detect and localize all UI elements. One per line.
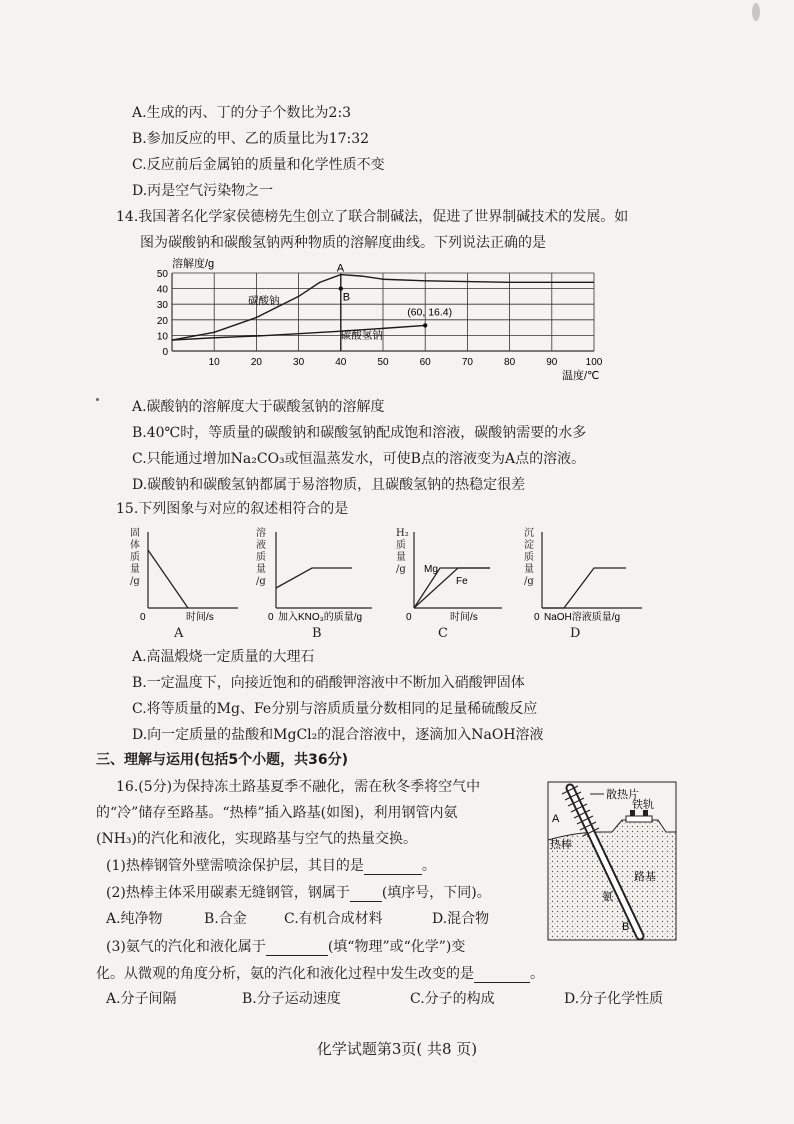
q16-part2-opt-c: C.有机合成材料 [284,911,383,927]
graph-b-letter: B [312,626,322,641]
q16-part2-opt-a: A.纯净物 [106,911,163,927]
graph-c-ylabel-4: /g [396,564,406,575]
x-tick-label: 90 [546,357,558,368]
answer-blank[interactable] [266,937,328,956]
q16-part2-opt-d: D.混合物 [432,911,490,927]
chart-x-axis-label: 温度/℃ [562,370,600,382]
q14-option-d: D.碳酸钠和碳酸氢钠都属于易溶物质，且碳酸氢钠的热稳定很差 [132,477,526,493]
section-heading: 三、理解与运用(包括5个小题，共36分) [96,752,349,768]
graph-b-ylabel-1: 溶 [256,528,266,539]
graph-c-ylabel-3: 量 [396,552,406,563]
y-tick-label: 10 [156,331,168,343]
graph-a-ylabel-4: 量 [130,564,140,575]
q13-option-c: C.反应前后金属铂的质量和化学性质不变 [132,157,385,173]
q16-part3-end: 。 [530,966,544,982]
graph-b-ylabel-3: 质 [256,552,266,563]
graph-b-ylabel-5: /g [256,576,266,587]
q16-part2 [106,883,491,902]
y-tick-label: 0 [162,347,168,358]
q16-part2-text: (2)热棒主体采用碳素无缝钢管，钢属于 [106,885,350,901]
graph-c-ylabel-2: 质 [396,540,406,551]
q15-graph-c [392,528,512,644]
q16-part3-cont-text: 化。从微观的角度分析，氨的汽化和液化过程中发生改变的是 [96,966,474,982]
graph-d-ylabel-5: /g [524,576,534,587]
graph-d-letter: D [570,626,581,641]
graph-a-xlabel: 时间/s [186,612,214,623]
page-footer: 化学试题第3页( 共8 页) [316,1040,478,1058]
graph-a-ylabel-2: 体 [130,540,140,551]
q15-option-c: C.将等质量的Mg、Fe分别与溶质质量分数相同的足量稀硫酸反应 [132,701,538,717]
graph-c-ylabel-1: H₂ [396,528,409,539]
q16-stem-line2: 的“冷”储存至路基。“热棒”插入路基(如图)，利用钢管内氨 [96,805,458,821]
graph-b-origin: 0 [268,612,274,623]
x-tick-label: 20 [250,357,262,368]
x-tick-label: 80 [504,357,516,368]
figure-label-roadbed: 路基 [634,871,656,883]
rail-icon [626,810,652,822]
q16-part3-opt-c: C.分子的构成 [410,991,495,1007]
graph-d-ylabel-4: 量 [524,564,534,575]
q13-option-d: D.丙是空气污染物之一 [132,183,274,199]
figure-label-rail: 铁轨 [632,799,654,811]
figure-label-rod: 热棒 [550,839,572,851]
graph-d-origin: 0 [534,612,540,623]
q16-part3-cont [96,964,544,983]
x-tick-label: 30 [293,357,305,368]
q16-part2-end: (填序号，下同)。 [381,885,491,901]
q16-stem-line3: (NH₃)的汽化和液化，实现路基与空气的热量交换。 [96,831,417,847]
graph-d-xlabel: NaOH溶液质量/g [544,612,621,623]
graph-d-ylabel-2: 淀 [524,540,534,551]
y-tick-label: 20 [156,315,168,327]
q15-graph-d [522,528,652,644]
series-label: 碳酸氢钠 [340,329,383,342]
q16-part3-opt-b: B.分子运动速度 [242,991,341,1007]
scan-speck [752,3,760,21]
graph-c-xlabel: 时间/s [450,612,478,623]
q15-option-b: B.一定温度下，向接近饱和的硝酸钾溶液中不断加入硝酸钾固体 [132,675,525,691]
q16-stem-line1: 16.(5分)为保持冻土路基夏季不融化，需在秋冬季将空气中 [116,779,481,795]
q13-option-b: B.参加反应的甲、乙的质量比为17:32 [132,131,370,147]
x-tick-label: 40 [335,357,347,368]
q16-part3-hint: (填“物理”或“化学”)变 [327,939,466,955]
q16-part2-options [106,910,489,928]
q16-part1 [106,856,436,875]
graph-b-xlabel: 加入KNO₃的质量/g [278,612,363,623]
graph-c-series-fe: Fe [456,576,468,587]
chart-y-axis-label: 溶解度/g [172,258,215,270]
q16-part3-text: (3)氨气的汽化和液化属于 [106,939,266,955]
figure-label-b: B [622,921,630,933]
graph-b-ylabel-2: 液 [256,540,266,551]
answer-blank[interactable] [364,856,422,875]
annotation-label: A [336,262,345,275]
q14-option-b: B.40℃时，等质量的碳酸钠和碳酸氢钠配成饱和溶液，碳酸钠需要的水多 [132,425,587,441]
annotation-label: (60, 16.4) [407,306,453,319]
figure-label-ammonia: 氨 [602,891,613,903]
graph-a-letter: A [174,626,184,641]
q15-option-d: D.向一定质量的盐酸和MgCl₂的混合溶液中，逐滴加入NaOH溶液 [132,727,544,743]
answer-blank[interactable] [474,964,530,983]
annotation-point [423,323,427,327]
q13-option-a: A.生成的丙、丁的分子个数比为2:3 [132,105,352,121]
q16-part2-opt-b: B.合金 [204,911,247,927]
graph-d-ylabel-1: 沉 [524,528,534,539]
q14-option-c: C.只能通过增加Na₂CO₃或恒温蒸发水，可使B点的溶液变为A点的溶液。 [132,451,586,467]
x-tick-label: 60 [419,357,431,368]
graph-a-origin: 0 [140,612,146,623]
scan-speck [96,398,99,401]
y-tick-label: 50 [156,269,168,280]
q15-option-a: A.高温煅烧一定质量的大理石 [132,649,315,665]
x-tick-label: 10 [208,357,220,368]
x-tick-label: 50 [377,357,389,368]
q14-stem-line1: 14.我国著名化学家侯德榜先生创立了联合制碱法，促进了世界制碱技术的发展。如 [116,209,629,225]
graph-b-ylabel-4: 量 [256,564,266,575]
figure-label-a: A [552,813,560,825]
x-tick-label: 100 [585,357,603,368]
graph-c-series-mg: Mg [424,564,438,575]
q16-part3 [106,937,465,956]
chart-x-ticks [209,357,603,368]
q15-graph-b [252,528,382,644]
solubility-chart [150,255,620,385]
x-tick-label: 70 [461,357,473,368]
graph-c-origin: 0 [406,612,412,623]
graph-a-ylabel-5: /g [130,576,140,587]
answer-blank[interactable] [350,883,382,902]
graph-c-letter: C [438,626,448,641]
q16-part3-opt-a: A.分子间隔 [106,991,177,1007]
q15-stem: 15.下列图象与对应的叙述相符合的是 [116,501,349,517]
figure-label-fins: 散热片 [606,789,639,801]
q16-part1-text: (1)热棒钢管外壁需喷涂保护层，其目的是 [106,858,364,874]
chart-y-ticks [157,269,169,358]
graph-a-ylabel-1: 固 [130,528,140,539]
annotation-label: B [342,291,351,304]
q14-stem-line2: 图为碳酸钠和碳酸氢钠两种物质的溶解度曲线。下列说法正确的是 [140,235,546,251]
q16-part3-opt-d: D.分子化学性质 [564,991,664,1007]
q15-graph-a [128,528,248,644]
q14-option-a: A.碳酸钠的溶解度大于碳酸氢钠的溶解度 [132,399,385,415]
q16-part1-end: 。 [421,858,436,874]
y-tick-label: 40 [156,284,168,296]
y-tick-label: 30 [156,300,168,312]
heat-rod-figure [546,780,678,942]
series-label: 碳酸钠 [247,295,280,308]
chart-grid [172,273,594,351]
q16-part3-options [106,990,663,1008]
graph-d-ylabel-3: 质 [524,552,534,563]
graph-a-ylabel-3: 质 [130,552,140,563]
